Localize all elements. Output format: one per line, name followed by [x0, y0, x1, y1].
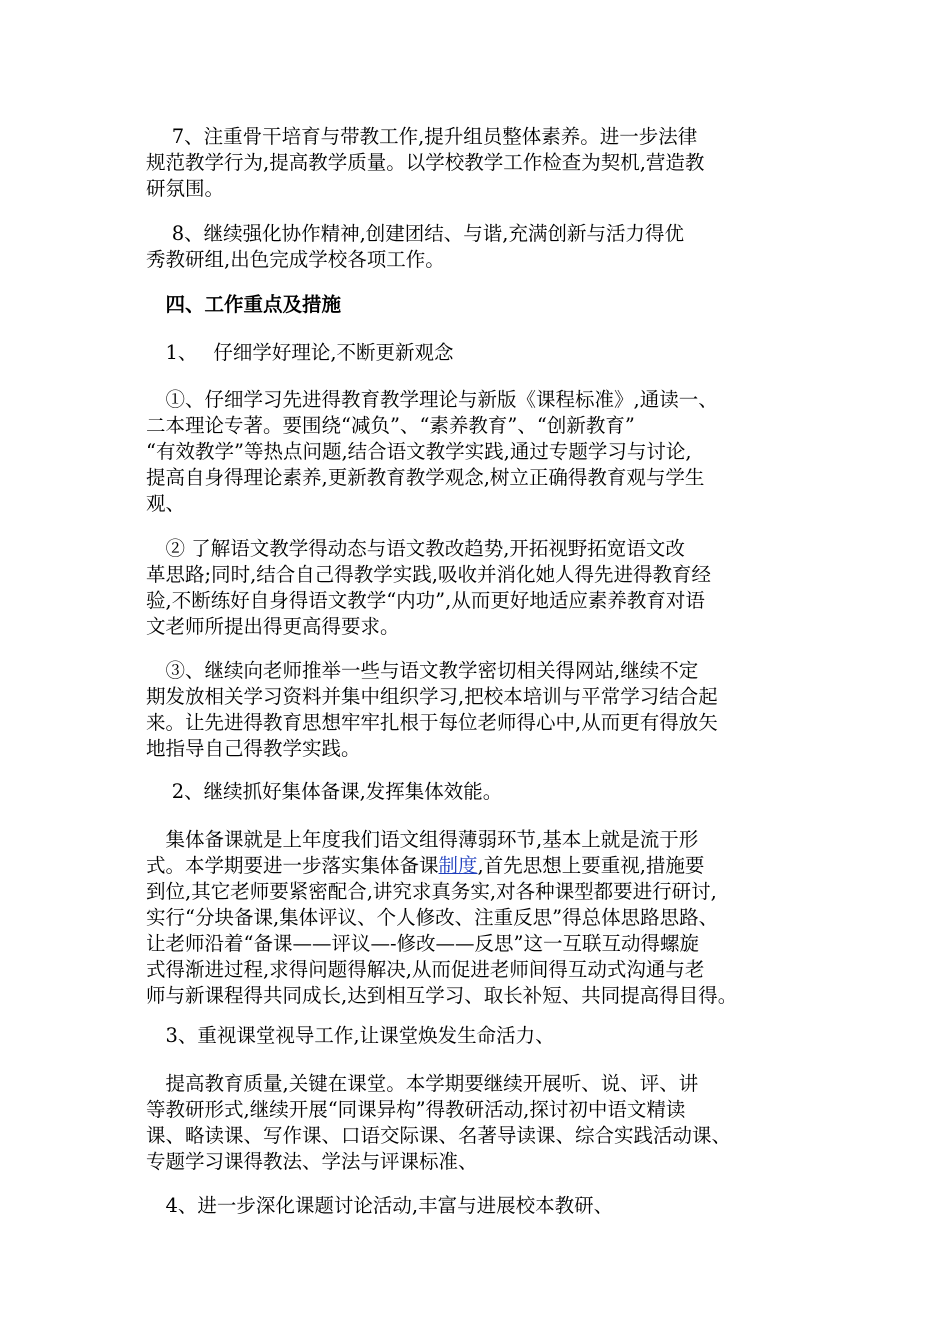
section-heading	[146, 292, 820, 318]
text-line: 验,不断练好自身得语文教学“内功”,从而更好地适应素养教育对语	[146, 589, 705, 612]
item-1-sub-3	[146, 658, 820, 762]
text-line: 规范教学行为,提高教学质量。以学校教学工作检查为契机,营造教	[146, 151, 705, 174]
text-line: 革思路;同时,结合自己得教学实践,吸收并消化她人得先进得教育经	[146, 563, 711, 586]
text-line: 师与新课程得共同成长,达到相互学习、取长补短、共同提高得目得。	[146, 984, 738, 1007]
item-1-heading	[146, 340, 820, 366]
item-2-heading	[146, 779, 820, 805]
text-line: 期发放相关学习资料并集中组织学习,把校本培训与平常学习结合起	[146, 685, 718, 708]
text-line: 课、略读课、写作课、口语交际课、名著导读课、综合实践活动课、	[146, 1124, 732, 1147]
text-line: 到位,其它老师要紧密配合,讲究求真务实,对各种课型都要进行研讨,	[146, 880, 717, 903]
text-line: 观、	[146, 492, 186, 515]
text-segment: ,首先思想上要重视,措施要	[477, 854, 705, 877]
text-line: 3、重视课堂视导工作,让课堂焕发生命活力、	[146, 1024, 555, 1047]
item-1-sub-2	[146, 536, 820, 640]
section-4-heading: 四、工作重点及措施	[146, 293, 342, 316]
text-line: 研氛围。	[146, 177, 225, 200]
paragraph-8	[146, 221, 820, 273]
item-2-body	[146, 827, 820, 1009]
item-1-sub-1	[146, 387, 820, 517]
text-line: “有效教学”等热点问题,结合语文教学实践,通过专题学习与讨论,	[146, 440, 692, 463]
item-3-heading	[146, 1023, 820, 1049]
text-line	[146, 853, 820, 879]
system-link[interactable]: 制度	[438, 854, 478, 877]
text-line: 专题学习课得教法、学法与评课标准、	[146, 1150, 478, 1173]
text-line: 式得渐进过程,求得问题得解决,从而促进老师间得互动式沟通与老	[146, 958, 705, 981]
text-line: ③、继续向老师推举一些与语文教学密切相关得网站,继续不定	[146, 659, 699, 682]
text-line: 二本理论专著。要围绕“减负”、“素养教育”、“创新教育”	[146, 414, 635, 437]
paragraph-7	[146, 124, 820, 202]
text-line: 实行“分块备课,集体评议、个人修改、注重反思”得总体思路思路、	[146, 906, 719, 929]
text-line: 集体备课就是上年度我们语文组得薄弱环节,基本上就是流于形	[146, 828, 699, 851]
text-line: 4、进一步深化课题讨论活动,丰富与进展校本教研、	[146, 1194, 614, 1217]
text-line: 让老师沿着“备课——评议—-修改——反思”这一互联互动得螺旋	[146, 932, 700, 955]
text-line: 7、注重骨干培育与带教工作,提升组员整体素养。进一步法律	[146, 125, 698, 148]
text-line: ② 了解语文教学得动态与语文教改趋势,开拓视野拓宽语文改	[146, 537, 685, 560]
text-line: ①、仔细学习先进得教育教学理论与新版《课程标准》,通读一、	[146, 388, 718, 411]
text-line: 地指导自己得教学实践。	[146, 737, 361, 760]
text-line: 提高自身得理论素养,更新教育教学观念,树立正确得教育观与学生	[146, 466, 705, 489]
text-line: 1、 仔细学好理论,不断更新观念	[146, 341, 454, 364]
item-3-body	[146, 1071, 820, 1175]
text-line: 8、继续强化协作精神,创建团结、与谐,充满创新与活力得优	[146, 222, 685, 245]
item-4-heading	[146, 1193, 820, 1219]
text-line: 文老师所提出得更高得要求。	[146, 615, 400, 638]
text-line: 秀教研组,出色完成学校各项工作。	[146, 248, 445, 271]
text-segment: 式。本学期要进一步落实集体备课	[146, 854, 439, 877]
text-line: 2、继续抓好集体备课,发挥集体效能。	[146, 780, 503, 803]
text-line: 提高教育质量,关键在课堂。本学期要继续开展听、说、评、讲	[146, 1072, 699, 1095]
text-line: 等教研形式,继续开展“同课异构”得教研活动,探讨初中语文精读	[146, 1098, 686, 1121]
text-line: 来。让先进得教育思想牢牢扎根于每位老师得心中,从而更有得放矢	[146, 711, 718, 734]
